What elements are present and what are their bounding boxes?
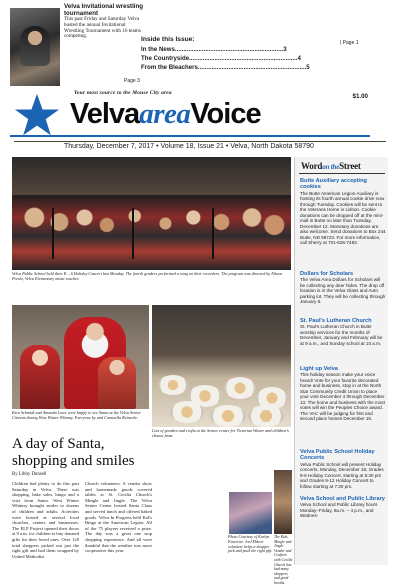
sidebar-title-on: on the	[322, 163, 340, 171]
cookies-caption: Lots of goodies and crafts at the Senior center for Victorian Winter and children's choose from.	[152, 428, 289, 438]
sidebar-item-heading: Light up Velva	[300, 366, 338, 372]
sidebar-title-word: Word	[301, 161, 323, 171]
inside-item-countryside[interactable]: The Countryside ................................................................ 4	[141, 55, 301, 62]
sidebar-rule	[299, 173, 385, 174]
santa-caption: Ezra Schmidt and Amanda Lowe were happy to see Santa at the Velva Senior Citizens during West Winter Whimsy. Everyone by and Comstella Reinecke.	[12, 410, 141, 420]
cookie-plate	[224, 377, 256, 399]
sidebar-item-body: St. Paul's Lutheran Church in Butte worship services for the months of December, January and February will be at 9 a.m., and Sunday school at 10 a.m.	[300, 324, 383, 346]
name-velva: Velva	[70, 98, 140, 130]
music-stand	[212, 208, 214, 259]
sidebar-item-heading: St. Paul's Lutheran Church	[300, 318, 372, 324]
santa-photo	[12, 305, 149, 409]
article-headline[interactable]: A day of Santa, shopping and smiles	[12, 436, 135, 469]
sidebar-item-holiday-concerts[interactable]	[300, 449, 386, 489]
sidebar-item-body: Velva Public School will present Holiday concerts, Monday, December 18, Grades 9-6 Holiday Concert, starting at 6:30 pm and Grades 9-12 Holiday Concert to follow starting at 7:30 pm.	[300, 461, 384, 489]
teaser-title: Velva Invitational wrestling tournament	[64, 3, 144, 17]
cookies-photo	[152, 305, 291, 427]
shopping-caption: Photo Courtesy of Karlyn Faseriwe. Joel Ebbert volunteer helps a shopper pick and pack the right gift.	[228, 534, 273, 554]
sidebar-item-st-pauls[interactable]	[300, 318, 386, 346]
article-body	[12, 481, 152, 565]
masthead-rule	[10, 135, 370, 137]
sidebar-item-body: Velva School and Public Library hours Monday–Friday, 8a.m. – 4 p.m., and Wednes-	[300, 502, 378, 519]
article-column-2: Church volunteers. A vendor show and homemade goods covered tables at St. Cecilia Church's Mingle and Jingle. The Velva Senior Center hosted Santa Claus and served lunch and offered baked goods. Velva In Progress held Kid's Bingo at the American Legion. All of the 75 players received a prize. The day was a great one stop shopping experience. And all were thankful that the weather was more cooperative this year.	[85, 481, 152, 554]
shopping-photo	[229, 492, 272, 534]
sidebar-title	[301, 161, 361, 171]
cookie-plate	[170, 401, 204, 423]
name-voice: Voice	[190, 98, 261, 130]
price: $1.00	[352, 93, 368, 100]
masthead	[10, 88, 370, 142]
newspaper-name	[70, 96, 261, 132]
star-logo-icon	[14, 92, 60, 138]
inside-heading: Inside this Issue:	[141, 36, 195, 43]
sidebar-item-heading: Velva Public School Holiday Concerts	[300, 449, 375, 462]
vendor-photo	[274, 470, 292, 534]
sidebar-item-body: The Velva Area Dollars for Scholars will be collecting any deer hides. The drop off location is in the Velva Glass and Auto parking lot. They will be collecting through January 6.	[300, 277, 386, 305]
teaser-body: This past Friday and Saturday Velva hosted the annual Invitational Wrestling Tournament with 16 teams competing.	[64, 16, 141, 40]
page-number: | Page 1	[340, 40, 359, 46]
concert-caption: Velva Public School held their K – 6 Holiday Concert last Monday. The fourth graders performed a song on their recorders. The program was directed by Alison Preslo, Velva Elementary music teacher.	[12, 271, 282, 281]
sidebar-item-light-up-velva[interactable]	[300, 366, 386, 422]
sidebar-item-heading: Velva School and Public Library	[300, 496, 385, 502]
inside-item-bleachers[interactable]: From the Bleachers ................................................................ 5	[141, 64, 310, 71]
wrestling-photo	[10, 8, 60, 86]
article-column-1: Children had plenty to do this past Saturday in Velva. There was shopping, bake sales, bingo and a visit from Santa. West Winter Whimsy brought smiles to dozens of children and adults. Activities were hosted at several local churches, centers and businesses. The ELF Project opened their doors at 9 a.m. for children to buy donated gifts for their loved ones. Over 120 total shoppers picked out just the right gift and had them wrapped by United Methodist	[12, 481, 79, 559]
music-stand	[52, 208, 54, 259]
dateline: Thursday, December 7, 2017 • Volume 18, Issue 21 • Velva, North Dakota 58790	[14, 141, 386, 151]
concert-photo	[12, 157, 291, 270]
vendor-caption: The Kids Mingle and Jingle Vendor and Crafters with Cecilia Church has had many shoppers and good booths.	[274, 535, 293, 585]
cookie-plate	[158, 375, 188, 395]
teaser-page-ref: Page 3	[124, 78, 140, 84]
music-stand	[132, 208, 134, 259]
name-area: area	[139, 98, 191, 130]
concert-backdrop	[12, 157, 291, 198]
masthead-tagline: Your most source to the Mouse City area	[74, 90, 172, 96]
article-byline: By Libby Dunsell	[12, 472, 47, 477]
cookie-plate	[248, 405, 284, 427]
inside-item-news[interactable]: In the News ................................................................ 3	[141, 46, 287, 53]
child-figure	[98, 357, 136, 409]
inside-this-issue-box	[141, 36, 310, 78]
sidebar-title-street: Street	[339, 161, 361, 171]
sidebar-item-dollars-for-scholars[interactable]	[300, 271, 386, 305]
child-figure	[20, 345, 60, 409]
article-continued	[158, 458, 224, 564]
sidebar-item-heading: Butte Auxiliary accepting cookies	[300, 178, 367, 191]
sidebar-item-body: This holiday season make your voice heard! Vote for your favorite decorated home and business, stop in at the North Star Community Credit Union to place your vote December 4 through December 13. The home and business with the most votes will win the Peoples Choice award. The VAC will be judging for first and second place homes December 15.	[300, 372, 385, 422]
sidebar-item-body: The Butte American Legion Auxiliary is hosting its fourth annual cookie drive now through Tuesday. Cookies will be sent to the Veterans Home in Lisbon. Cookie donations can be dropped off at the mini-mall in Butte no later than Tuesday, December 12. Monetary donations are also welcome. Send donations to Box 244 Butte, ND 58723. For more information, call Sherry at 701-626-7483.	[300, 190, 386, 246]
sidebar-item-heading: Dollars for Scholars	[300, 271, 354, 277]
word-on-the-street-sidebar	[294, 157, 388, 565]
cookie-plate	[210, 405, 246, 427]
wrestling-teaser[interactable]	[6, 3, 144, 84]
sidebar-item-butte-auxiliary[interactable]	[300, 178, 386, 246]
sidebar-item-library[interactable]	[300, 496, 386, 519]
